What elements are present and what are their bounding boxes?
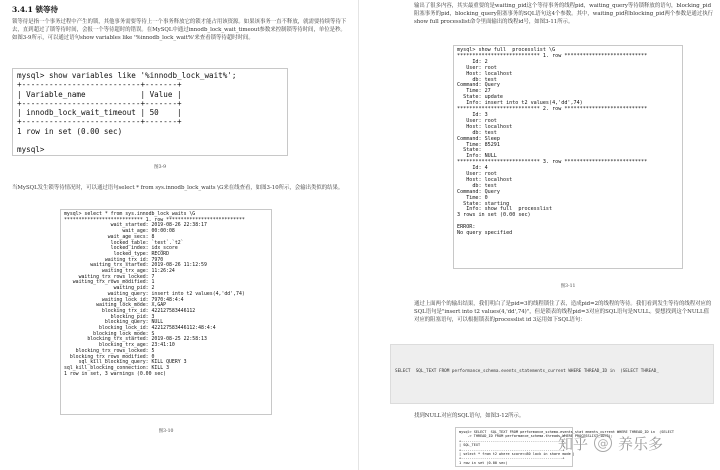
- terminal-line: blocking_trx_age: 23:41:10: [64, 342, 175, 349]
- terminal-line: | innodb_lock_wait_timeout | 50 |: [17, 108, 182, 118]
- terminal-line: ERROR:: [457, 224, 476, 231]
- at-icon: @: [594, 434, 612, 452]
- terminal-line: | Variable_name | Value |: [17, 89, 182, 99]
- terminal-line: +--------------------------+-------+: [17, 117, 182, 127]
- terminal-line: waiting_pid: 2: [64, 285, 155, 292]
- terminal-line: wait_age_secs: 8: [64, 233, 155, 240]
- terminal-line: *************************** 3. row ***************************: [457, 159, 648, 166]
- terminal-line: wait_started: 2019-08-26 22:38:17: [64, 222, 207, 229]
- terminal-line: Time: 0: [457, 194, 488, 201]
- terminal-line: State: update: [457, 94, 504, 101]
- terminal-line: mysql>: [17, 145, 45, 155]
- terminal-line: Info: NULL: [457, 153, 497, 160]
- terminal-line: Host: localhost: [457, 70, 513, 77]
- terminal-line: +------------------------------------------------+: [459, 438, 565, 443]
- terminal-line: db: test: [457, 76, 497, 83]
- terminal-line: waiting_trx_rows_locked: 7: [64, 273, 155, 280]
- find-null-paragraph: 找到NULL对应的SQL语句，如图3-12所示。: [414, 413, 525, 419]
- terminal-line: *************************** 1. row ***************************: [457, 52, 648, 59]
- terminal-line: 3 rows in set (0.00 sec): [457, 212, 531, 219]
- terminal-line: User: root: [457, 117, 497, 124]
- terminal-line: blocking_pid: 3: [64, 313, 155, 320]
- terminal-line: waiting_trx_age: 11:26:24: [64, 268, 175, 275]
- terminal-line: blocking_lock_mode: S: [64, 330, 155, 337]
- terminal-line: Time: 85291: [457, 141, 500, 148]
- terminal-line: locked_index: idx_score: [64, 245, 178, 252]
- right-page: [360, 0, 720, 470]
- terminal-line: blocking_query: NULL: [64, 319, 164, 326]
- terminal-line: +--------------------------+-------+: [17, 80, 182, 90]
- terminal-line: State: starting: [457, 200, 510, 207]
- terminal-line: Id: 4: [457, 165, 488, 172]
- terminal-line: Id: 2: [457, 58, 488, 65]
- terminal-line: blocking_trx_started: 2019-08-25 22:58:13: [64, 336, 207, 343]
- terminal-line: | select * from t2 where score<=80 lock in share mode |: [459, 452, 575, 457]
- analysis-paragraph: 通过上面两个的输出结果，我们明白了是pid=3的线程锁住了表，造成pid=2的线程的等待。我们看到发生等待的线程对应的SQL语句是"insert into t2 values(4,'dd',74)"，但是锁表的线程pid=3对应的SQL语句是NULL。要想找到这个NULL值对应的阻塞语句，可以根据锁表的processlist id 3运用如下SQL语句：: [414, 301, 712, 324]
- terminal-figure-3-11: [453, 45, 683, 269]
- terminal-line: waiting_trx_id: 7970: [64, 256, 164, 263]
- terminal-line: waiting_query: insert into t2 values(4,'dd',74): [64, 290, 245, 297]
- terminal-line: *************************** 2. row ***************************: [457, 106, 648, 113]
- terminal-line: waiting_trx_started: 2019-08-26 11:12:59: [64, 262, 207, 269]
- terminal-line: 1 row in set (0.00 sec): [17, 126, 123, 136]
- terminal-figure-3-9: [12, 68, 288, 156]
- terminal-line: Host: localhost: [457, 176, 513, 183]
- terminal-line: Command: Query: [457, 188, 500, 195]
- terminal-line: blocking_trx_rows_locked: 5: [64, 347, 155, 354]
- terminal-line: User: root: [457, 171, 497, 178]
- terminal-line: sql_kill_blocking_connection: KILL 3: [64, 364, 169, 371]
- terminal-line: mysql> SELECT SQL_TEXT FROM performance_schema.events_stat ements_current WHERE THREAD_ID in (SELECT: [459, 430, 674, 434]
- terminal-line: blocking_trx_id: 422127583446112: [64, 307, 196, 314]
- terminal-line: 1 row in set (0.00 sec): [459, 460, 508, 465]
- terminal-line: -> THREAD_ID FROM performance_schema.threads WHERE PROCESSLIST_ID=3);: [459, 434, 613, 439]
- terminal-line: waiting_lock_id: 7970:48:4:4: [64, 296, 184, 303]
- terminal-line: blocking_trx_rows_modified: 0: [64, 353, 155, 360]
- terminal-line: Host: localhost: [457, 123, 513, 130]
- terminal-line: mysql> show variables like '%innodb_lock_wait%';: [17, 71, 237, 80]
- terminal-line: sql_kill_blocking_query: KILL QUERY 3: [64, 359, 187, 366]
- terminal-line: No query specified: [457, 230, 513, 237]
- terminal-line: 1 row in set, 3 warnings (0.00 sec): [64, 370, 167, 377]
- figure-caption-3-10: 图3-10: [158, 429, 174, 434]
- terminal-line: *************************** 1. row ***************************: [64, 216, 245, 223]
- figure-caption-3-11: 图3-11: [560, 284, 576, 289]
- terminal-line: blocking_lock_id: 422127583446112:48:4:4: [64, 325, 216, 332]
- terminal-line: Info: insert into t2 values(4,'dd',74): [457, 100, 583, 107]
- terminal-line: | SQL_TEXT |: [459, 443, 565, 448]
- terminal-line: +------------------------------------------------+: [459, 447, 565, 452]
- lock-waits-paragraph: 当MySQL发生锁等待情况时，可以通过语句select * from sys.innodb_lock_waits \G来在线查看，如图3-10所示，会输出类似的结果。: [12, 185, 344, 191]
- terminal-line: Info: show full processlist: [457, 206, 553, 213]
- terminal-line: +--------------------------+-------+: [17, 98, 182, 108]
- output-explanation-paragraph: 输出了很多内容，其实最重要的是waiting_pid这个等待事务的线程pid，waiting_query等待锁释放的语句，blocking_pid阻塞事务的pid，blocking_query阻塞事务的SQL语句这4个参数。其中，waiting_pid和blocking_pid两个参数是通过执行show full processlist命令里面输出的线程id号，如图3-11所示。: [414, 3, 713, 26]
- terminal-line: locked_type: RECORD: [64, 250, 169, 257]
- terminal-line: Command: Query: [457, 82, 500, 89]
- terminal-line: mysql> select * from sys.innodb_lock_waits \G: [64, 211, 196, 217]
- terminal-line: [17, 136, 283, 145]
- terminal-line: User: root: [457, 64, 497, 71]
- sql-statement: SELECT SQL_TEXT FROM performance_schema.events_statements_current WHERE THREAD_ID in (SELECT THREAD_: [395, 369, 659, 374]
- terminal-line: wait_age: 00:00:08: [64, 228, 175, 235]
- terminal-line: db: test: [457, 129, 497, 136]
- author-name: 养乐多: [618, 434, 664, 453]
- left-page: [0, 0, 359, 470]
- terminal-line: locked_table: `test`.`t2`: [64, 239, 184, 246]
- terminal-line: waiting_trx_rows_modified: 1: [64, 279, 155, 286]
- terminal-figure-3-10: [60, 209, 272, 415]
- terminal-line: db: test: [457, 182, 497, 189]
- intro-paragraph: 锁等待是指一个事务过程中产生的锁，其他事务需要等待上一个事务释放它的锁才能占用该资源。如果该事务一直不释放，就需要持续等待下去，直到超过了锁等待时间，会报一个等待超时的错误。在MySQL中通过innodb_lock_wait_timeout参数来控制锁等待时间，单位是秒。如图3-9所示，可以通过语句show variables like '%innodb_lock_wait%'来查看锁等待超时时间。: [12, 19, 347, 42]
- section-heading: 3.4.1 锁等待: [12, 5, 58, 14]
- terminal-line: Command: Sleep: [457, 135, 500, 142]
- terminal-line: waiting_lock_mode: X,GAP: [64, 302, 167, 309]
- terminal-line: Id: 3: [457, 111, 488, 118]
- terminal-line: +------------------------------------------------+: [459, 456, 565, 461]
- terminal-line: State:: [457, 147, 482, 154]
- sql-code-block: [390, 344, 714, 404]
- terminal-line: mysql> show full processlist \G: [457, 47, 556, 53]
- zhihu-watermark: [558, 430, 708, 456]
- zhihu-logo: 知乎: [558, 434, 589, 453]
- terminal-line: Time: 27: [457, 88, 491, 95]
- figure-caption-3-9: 图3-9: [154, 165, 166, 170]
